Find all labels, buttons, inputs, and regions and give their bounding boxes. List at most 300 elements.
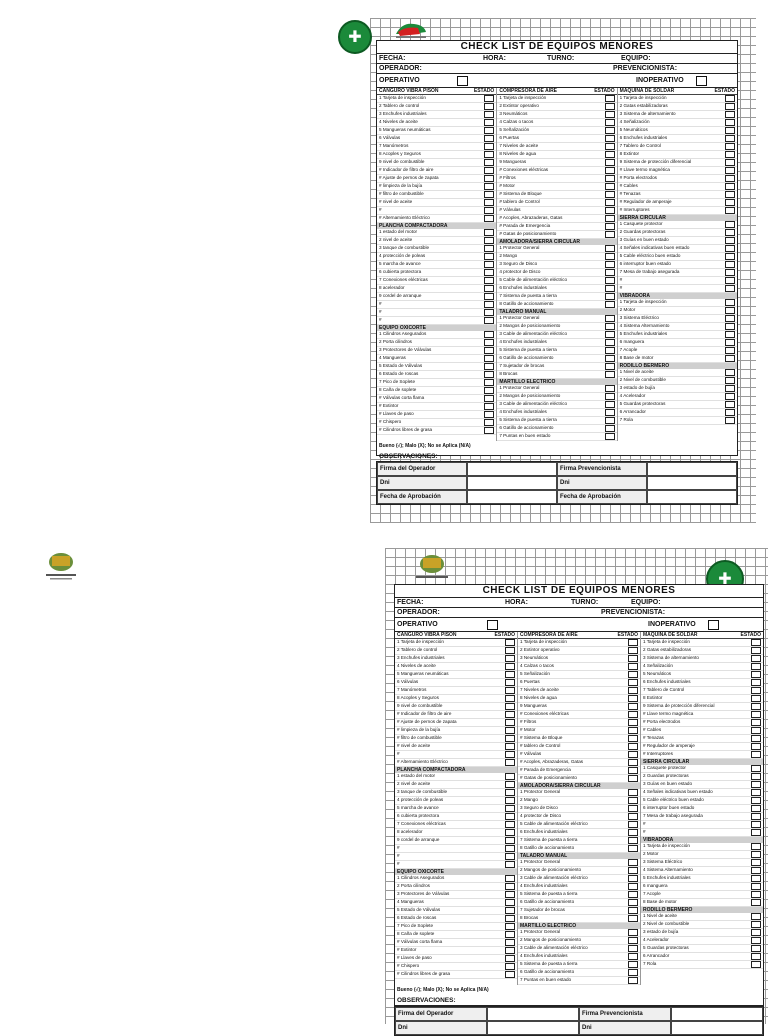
estado-checkbox[interactable] — [751, 883, 761, 890]
estado-checkbox[interactable] — [505, 655, 515, 662]
estado-checkbox[interactable] — [505, 687, 515, 694]
estado-checkbox[interactable] — [505, 639, 515, 646]
estado-checkbox[interactable] — [484, 175, 494, 182]
estado-checkbox[interactable] — [484, 339, 494, 346]
estado-checkbox[interactable] — [505, 939, 515, 946]
estado-checkbox[interactable] — [628, 647, 638, 654]
estado-checkbox[interactable] — [751, 937, 761, 944]
estado-checkbox[interactable] — [484, 403, 494, 410]
estado-checkbox[interactable] — [484, 309, 494, 316]
estado-checkbox[interactable] — [605, 277, 615, 284]
estado-checkbox[interactable] — [505, 663, 515, 670]
estado-checkbox[interactable] — [505, 711, 515, 718]
estado-checkbox[interactable] — [484, 331, 494, 338]
estado-checkbox[interactable] — [725, 207, 735, 214]
estado-checkbox[interactable] — [751, 679, 761, 686]
estado-checkbox[interactable] — [505, 647, 515, 654]
section-title: PLANCHA COMPACTADORA — [395, 767, 517, 773]
estado-checkbox[interactable] — [751, 773, 761, 780]
estado-checkbox[interactable] — [725, 331, 735, 338]
estado-checkbox[interactable] — [505, 899, 515, 906]
estado-checkbox[interactable] — [628, 929, 638, 936]
fecha-aprobacion-field[interactable] — [467, 490, 557, 504]
estado-checkbox[interactable] — [628, 977, 638, 984]
item-label: 9 nivel de combustible — [397, 703, 443, 709]
list-item — [395, 759, 517, 767]
estado-checkbox[interactable] — [751, 735, 761, 742]
list-item — [641, 945, 763, 953]
estado-checkbox[interactable] — [505, 837, 515, 844]
estado-checkbox[interactable] — [505, 797, 515, 804]
estado-checkbox[interactable] — [751, 781, 761, 788]
estado-checkbox[interactable] — [505, 789, 515, 796]
estado-checkbox[interactable] — [725, 127, 735, 134]
list-item — [618, 299, 737, 307]
estado-checkbox[interactable] — [505, 671, 515, 678]
estado-checkbox[interactable] — [505, 703, 515, 710]
estado-checkbox[interactable] — [628, 875, 638, 882]
estado-checkbox[interactable] — [484, 199, 494, 206]
inoperativo-checkbox[interactable] — [696, 76, 707, 86]
item-label: 8 Brocas — [520, 915, 539, 921]
estado-checkbox[interactable] — [725, 111, 735, 118]
estado-checkbox[interactable] — [628, 759, 638, 766]
estado-checkbox[interactable] — [628, 711, 638, 718]
list-item — [618, 409, 737, 417]
estado-checkbox[interactable] — [605, 425, 615, 432]
item-label: # Alternamiento Eléctrico — [379, 215, 430, 221]
estado-checkbox[interactable] — [628, 789, 638, 796]
estado-checkbox[interactable] — [484, 151, 494, 158]
estado-checkbox[interactable] — [628, 695, 638, 702]
estado-checkbox[interactable] — [628, 775, 638, 782]
estado-checkbox[interactable] — [484, 379, 494, 386]
list-item — [618, 417, 737, 425]
estado-checkbox[interactable] — [628, 727, 638, 734]
item-label: 4 Calzas o tacos — [520, 663, 554, 669]
estado-checkbox[interactable] — [505, 963, 515, 970]
estado-checkbox[interactable] — [484, 237, 494, 244]
estado-checkbox[interactable] — [505, 891, 515, 898]
estado-checkbox[interactable] — [725, 299, 735, 306]
estado-checkbox[interactable] — [484, 293, 494, 300]
estado-checkbox[interactable] — [628, 837, 638, 844]
estado-checkbox[interactable] — [484, 215, 494, 222]
estado-checkbox[interactable] — [725, 355, 735, 362]
estado-checkbox[interactable] — [628, 899, 638, 906]
estado-checkbox[interactable] — [725, 253, 735, 260]
estado-checkbox[interactable] — [751, 687, 761, 694]
list-item — [497, 95, 616, 103]
dni-field-4[interactable] — [671, 1021, 763, 1035]
firma-operador-field[interactable] — [467, 462, 557, 476]
estado-checkbox[interactable] — [751, 851, 761, 858]
estado-checkbox[interactable] — [484, 253, 494, 260]
estado-checkbox[interactable] — [751, 953, 761, 960]
list-item — [518, 655, 640, 663]
estado-checkbox[interactable] — [751, 875, 761, 882]
estado-checkbox[interactable] — [751, 743, 761, 750]
estado-checkbox[interactable] — [751, 655, 761, 662]
estado-checkbox[interactable] — [605, 175, 615, 182]
estado-checkbox[interactable] — [751, 711, 761, 718]
operativo-checkbox[interactable] — [457, 76, 468, 86]
estado-checkbox[interactable] — [751, 891, 761, 898]
estado-checkbox[interactable] — [751, 639, 761, 646]
estado-checkbox[interactable] — [605, 95, 615, 102]
estado-checkbox[interactable] — [505, 845, 515, 852]
estado-checkbox[interactable] — [628, 797, 638, 804]
estado-checkbox[interactable] — [725, 175, 735, 182]
estado-checkbox[interactable] — [605, 385, 615, 392]
estado-checkbox[interactable] — [605, 401, 615, 408]
estado-checkbox[interactable] — [628, 805, 638, 812]
estado-checkbox[interactable] — [725, 393, 735, 400]
estado-checkbox[interactable] — [751, 899, 761, 906]
estado-checkbox[interactable] — [751, 663, 761, 670]
estado-checkbox[interactable] — [605, 323, 615, 330]
estado-checkbox[interactable] — [751, 703, 761, 710]
estado-checkbox[interactable] — [725, 417, 735, 424]
estado-checkbox[interactable] — [505, 773, 515, 780]
estado-checkbox[interactable] — [628, 845, 638, 852]
estado-checkbox[interactable] — [505, 813, 515, 820]
estado-checkbox[interactable] — [605, 433, 615, 440]
estado-checkbox[interactable] — [628, 767, 638, 774]
list-item — [497, 277, 616, 285]
estado-checkbox[interactable] — [605, 347, 615, 354]
estado-checkbox[interactable] — [628, 953, 638, 960]
estado-checkbox[interactable] — [605, 111, 615, 118]
estado-checkbox[interactable] — [725, 95, 735, 102]
estado-checkbox[interactable] — [751, 719, 761, 726]
estado-checkbox[interactable] — [505, 907, 515, 914]
estado-checkbox[interactable] — [725, 339, 735, 346]
estado-checkbox[interactable] — [605, 215, 615, 222]
estado-checkbox[interactable] — [628, 961, 638, 968]
estado-checkbox[interactable] — [725, 143, 735, 150]
estado-checkbox[interactable] — [628, 743, 638, 750]
estado-checkbox[interactable] — [484, 427, 494, 434]
estado-checkbox[interactable] — [505, 853, 515, 860]
estado-checkbox[interactable] — [751, 843, 761, 850]
estado-checkbox[interactable] — [628, 969, 638, 976]
estado-checkbox[interactable] — [505, 727, 515, 734]
estado-checkbox[interactable] — [628, 655, 638, 662]
estado-checkbox[interactable] — [725, 307, 735, 314]
estado-checkbox[interactable] — [484, 363, 494, 370]
fecha-aprobacion-field-2[interactable] — [647, 490, 737, 504]
estado-checkbox[interactable] — [725, 191, 735, 198]
estado-checkbox[interactable] — [751, 727, 761, 734]
list-item — [395, 679, 517, 687]
estado-checkbox[interactable] — [628, 891, 638, 898]
estado-checkbox[interactable] — [725, 135, 735, 142]
estado-checkbox[interactable] — [751, 751, 761, 758]
estado-checkbox[interactable] — [484, 269, 494, 276]
estado-checkbox[interactable] — [484, 191, 494, 198]
estado-checkbox[interactable] — [505, 695, 515, 702]
list-item — [641, 639, 763, 647]
estado-checkbox[interactable] — [484, 347, 494, 354]
estado-checkbox[interactable] — [751, 867, 761, 874]
estado-checkbox[interactable] — [725, 261, 735, 268]
estado-checkbox[interactable] — [725, 277, 735, 284]
list-item — [377, 261, 496, 269]
estado-checkbox[interactable] — [751, 671, 761, 678]
estado-checkbox[interactable] — [725, 229, 735, 236]
estado-checkbox[interactable] — [725, 159, 735, 166]
estado-checkbox[interactable] — [484, 103, 494, 110]
estado-checkbox[interactable] — [505, 947, 515, 954]
estado-checkbox[interactable] — [505, 923, 515, 930]
estado-checkbox[interactable] — [484, 229, 494, 236]
estado-checkbox[interactable] — [751, 805, 761, 812]
estado-checkbox[interactable] — [628, 883, 638, 890]
list-item — [641, 937, 763, 945]
estado-checkbox[interactable] — [605, 143, 615, 150]
estado-checkbox[interactable] — [484, 419, 494, 426]
item-label: 3 Protectores de Válvulas — [379, 347, 432, 353]
estado-checkbox[interactable] — [505, 883, 515, 890]
estado-checkbox[interactable] — [725, 237, 735, 244]
estado-checkbox[interactable] — [628, 907, 638, 914]
estado-checkbox[interactable] — [505, 955, 515, 962]
estado-checkbox[interactable] — [628, 735, 638, 742]
list-item — [377, 253, 496, 261]
list-item — [641, 671, 763, 679]
estado-checkbox[interactable] — [605, 261, 615, 268]
estado-checkbox[interactable] — [505, 915, 515, 922]
estado-checkbox[interactable] — [628, 751, 638, 758]
estado-checkbox[interactable] — [505, 759, 515, 766]
estado-checkbox[interactable] — [605, 417, 615, 424]
estado-checkbox[interactable] — [725, 221, 735, 228]
estado-checkbox[interactable] — [484, 371, 494, 378]
estado-checkbox[interactable] — [725, 151, 735, 158]
estado-checkbox[interactable] — [751, 695, 761, 702]
estado-checkbox[interactable] — [605, 245, 615, 252]
dni-field-2[interactable] — [647, 476, 737, 490]
estado-checkbox[interactable] — [605, 315, 615, 322]
item-label: 5 Cable eléctrico buen estado — [619, 253, 681, 259]
estado-checkbox[interactable] — [725, 167, 735, 174]
estado-checkbox[interactable] — [605, 371, 615, 378]
estado-checkbox[interactable] — [628, 719, 638, 726]
estado-checkbox[interactable] — [751, 829, 761, 836]
list-item — [618, 119, 737, 127]
estado-checkbox[interactable] — [605, 207, 615, 214]
estado-checkbox[interactable] — [751, 961, 761, 968]
estado-checkbox[interactable] — [605, 253, 615, 260]
list-item — [497, 231, 616, 239]
estado-checkbox[interactable] — [628, 945, 638, 952]
estado-checkbox[interactable] — [725, 369, 735, 376]
estado-checkbox[interactable] — [605, 127, 615, 134]
estado-checkbox[interactable] — [484, 143, 494, 150]
estado-checkbox[interactable] — [751, 647, 761, 654]
list-item — [497, 315, 616, 323]
estado-checkbox[interactable] — [605, 355, 615, 362]
list-item — [377, 127, 496, 135]
estado-checkbox[interactable] — [605, 199, 615, 206]
dni-field[interactable] — [467, 476, 557, 490]
estado-checkbox[interactable] — [751, 813, 761, 820]
estado-checkbox[interactable] — [725, 377, 735, 384]
item-label: 4 Mangueras — [379, 355, 406, 361]
estado-checkbox[interactable] — [751, 765, 761, 772]
estado-checkbox[interactable] — [605, 167, 615, 174]
estado-checkbox[interactable] — [605, 293, 615, 300]
inoperativo-checkbox-2[interactable] — [708, 620, 719, 630]
item-label: 1 Protector General — [499, 315, 540, 321]
estado-checkbox[interactable] — [484, 245, 494, 252]
estado-checkbox[interactable] — [484, 135, 494, 142]
estado-checkbox[interactable] — [605, 135, 615, 142]
estado-checkbox[interactable] — [484, 167, 494, 174]
estado-checkbox[interactable] — [484, 387, 494, 394]
estado-checkbox[interactable] — [725, 199, 735, 206]
estado-checkbox[interactable] — [505, 971, 515, 978]
estado-checkbox[interactable] — [605, 231, 615, 238]
estado-checkbox[interactable] — [605, 393, 615, 400]
estado-checkbox[interactable] — [505, 735, 515, 742]
estado-checkbox[interactable] — [628, 915, 638, 922]
estado-checkbox[interactable] — [505, 875, 515, 882]
estado-checkbox[interactable] — [628, 639, 638, 646]
estado-checkbox[interactable] — [628, 821, 638, 828]
estado-checkbox[interactable] — [725, 385, 735, 392]
estado-checkbox[interactable] — [605, 339, 615, 346]
estado-checkbox[interactable] — [505, 805, 515, 812]
firma-operador-field-2[interactable] — [487, 1007, 579, 1021]
estado-checkbox[interactable] — [725, 401, 735, 408]
estado-checkbox[interactable] — [605, 103, 615, 110]
estado-checkbox[interactable] — [725, 103, 735, 110]
estado-checkbox[interactable] — [484, 159, 494, 166]
operativo-checkbox-2[interactable] — [487, 620, 498, 630]
estado-checkbox[interactable] — [605, 269, 615, 276]
estado-checkbox[interactable] — [628, 867, 638, 874]
list-item — [618, 307, 737, 315]
estado-checkbox[interactable] — [628, 671, 638, 678]
estado-checkbox[interactable] — [484, 411, 494, 418]
item-label: 7 Sistema de puesta a tierra — [499, 293, 557, 299]
estado-checkbox[interactable] — [628, 703, 638, 710]
list-item — [497, 111, 616, 119]
list-item — [641, 695, 763, 703]
estado-checkbox[interactable] — [725, 323, 735, 330]
estado-checkbox[interactable] — [751, 945, 761, 952]
estado-checkbox[interactable] — [751, 789, 761, 796]
estado-checkbox[interactable] — [605, 191, 615, 198]
fecha-label: FECHA: — [379, 55, 406, 62]
estado-checkbox[interactable] — [484, 317, 494, 324]
estado-checkbox[interactable] — [505, 719, 515, 726]
firma-prevencionista-field[interactable] — [647, 462, 737, 476]
estado-checkbox[interactable] — [751, 859, 761, 866]
estado-checkbox[interactable] — [505, 861, 515, 868]
estado-checkbox[interactable] — [605, 409, 615, 416]
estado-checkbox[interactable] — [628, 859, 638, 866]
estado-checkbox[interactable] — [484, 127, 494, 134]
estado-checkbox[interactable] — [628, 813, 638, 820]
list-item — [618, 385, 737, 393]
checklist-column-3-b — [641, 632, 763, 985]
estado-checkbox[interactable] — [751, 913, 761, 920]
estado-checkbox[interactable] — [725, 245, 735, 252]
estado-checkbox[interactable] — [751, 929, 761, 936]
dni-label-2: Dni — [557, 476, 647, 490]
estado-checkbox[interactable] — [751, 797, 761, 804]
list-item — [377, 379, 496, 387]
estado-checkbox[interactable] — [484, 395, 494, 402]
list-item — [497, 261, 616, 269]
estado-checkbox[interactable] — [505, 821, 515, 828]
estado-checkbox[interactable] — [484, 285, 494, 292]
estado-checkbox[interactable] — [751, 821, 761, 828]
estado-checkbox[interactable] — [484, 111, 494, 118]
estado-checkbox[interactable] — [505, 931, 515, 938]
estado-checkbox[interactable] — [484, 119, 494, 126]
item-label: 4 Enchufes industriales — [499, 339, 547, 345]
estado-checkbox[interactable] — [725, 269, 735, 276]
list-item — [641, 859, 763, 867]
estado-checkbox[interactable] — [605, 331, 615, 338]
turno-label: TURNO: — [547, 55, 575, 62]
estado-checkbox[interactable] — [484, 95, 494, 102]
estado-checkbox[interactable] — [484, 277, 494, 284]
estado-checkbox[interactable] — [605, 363, 615, 370]
estado-checkbox[interactable] — [484, 207, 494, 214]
estado-checkbox[interactable] — [628, 663, 638, 670]
list-item — [518, 775, 640, 783]
estado-checkbox[interactable] — [725, 183, 735, 190]
estado-checkbox[interactable] — [628, 679, 638, 686]
estado-checkbox[interactable] — [605, 159, 615, 166]
estado-checkbox[interactable] — [484, 183, 494, 190]
estado-checkbox[interactable] — [725, 285, 735, 292]
estado-checkbox[interactable] — [505, 679, 515, 686]
estado-checkbox[interactable] — [725, 315, 735, 322]
estado-checkbox[interactable] — [605, 119, 615, 126]
estado-checkbox[interactable] — [605, 285, 615, 292]
estado-checkbox[interactable] — [751, 921, 761, 928]
section-title: EQUIPO OXICORTE — [377, 325, 496, 331]
estado-checkbox[interactable] — [484, 261, 494, 268]
estado-checkbox[interactable] — [628, 829, 638, 836]
estado-checkbox[interactable] — [505, 781, 515, 788]
checklist-column-1 — [377, 88, 497, 441]
estado-checkbox[interactable] — [605, 301, 615, 308]
estado-checkbox[interactable] — [628, 937, 638, 944]
firma-prevencionista-field-2[interactable] — [671, 1007, 763, 1021]
item-label: 1 Protector General — [520, 789, 561, 795]
estado-checkbox[interactable] — [505, 829, 515, 836]
estado-checkbox[interactable] — [725, 119, 735, 126]
estado-checkbox[interactable] — [605, 151, 615, 158]
dni-field-3[interactable] — [487, 1021, 579, 1035]
estado-checkbox[interactable] — [484, 355, 494, 362]
estado-checkbox[interactable] — [725, 409, 735, 416]
estado-checkbox[interactable] — [605, 223, 615, 230]
estado-checkbox[interactable] — [505, 751, 515, 758]
estado-checkbox[interactable] — [628, 687, 638, 694]
estado-checkbox[interactable] — [605, 183, 615, 190]
estado-checkbox[interactable] — [505, 743, 515, 750]
estado-checkbox[interactable] — [484, 301, 494, 308]
estado-checkbox[interactable] — [725, 347, 735, 354]
